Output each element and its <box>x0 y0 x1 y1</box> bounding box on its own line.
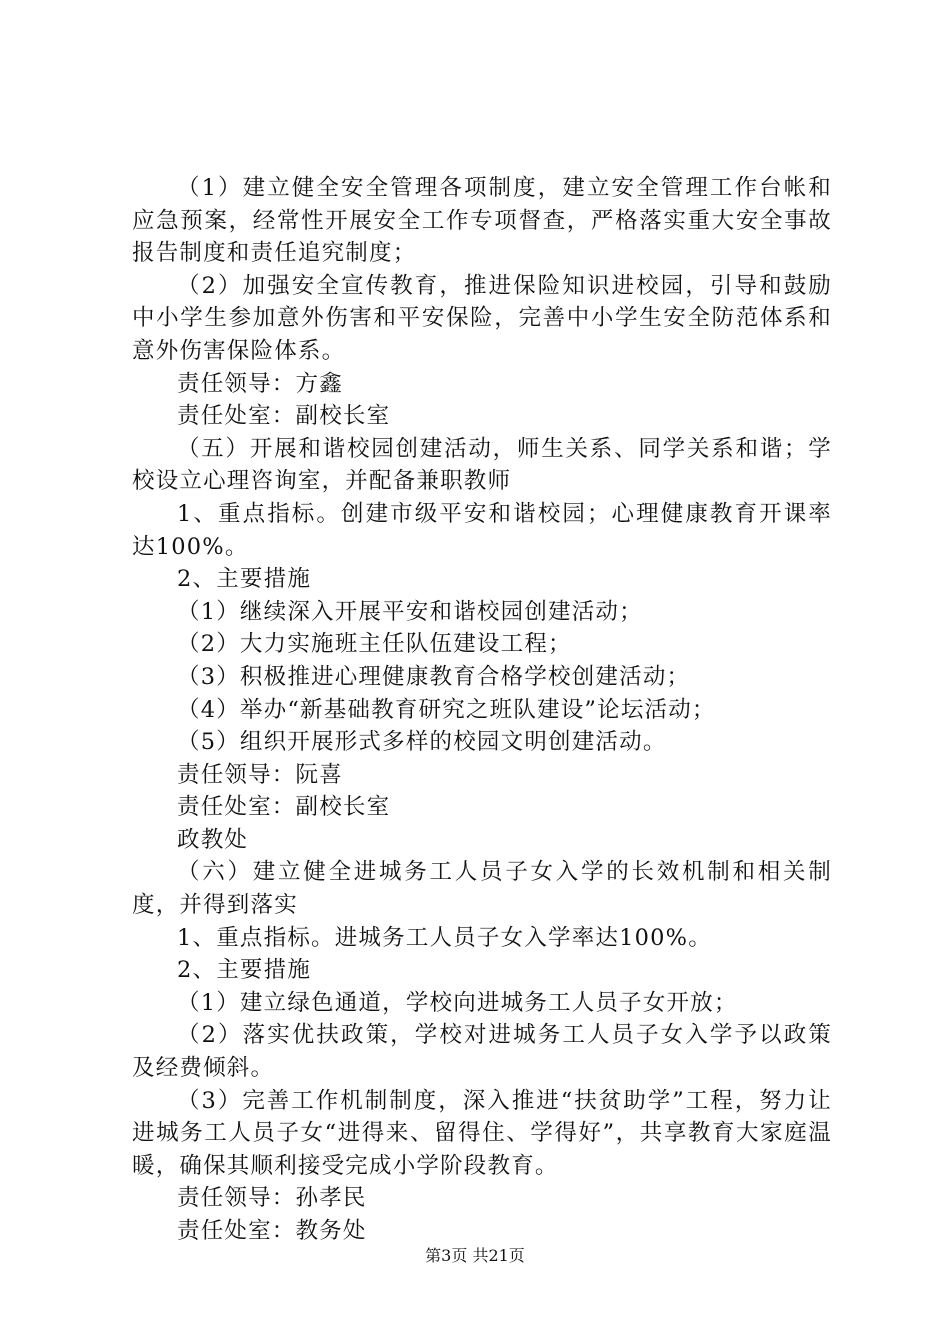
paragraph: （4）举办“新基础教育研究之班队建设”论坛活动； <box>177 696 716 723</box>
paragraph: 2、主要措施 <box>177 566 312 593</box>
paragraph: （2）加强安全宣传教育，推进保险知识进校园，引导和鼓励中小学生参加意外伤害和平安保险，完善中小学生安全防范体系和意外伤害保险体系。 <box>132 272 832 364</box>
paragraph: （3）完善工作机制制度，深入推进“扶贫助学”工程，努力让进城务工人员子女“进得来、留得住、学得好”，共享教育大家庭温暖，确保其顺利接受完成小学阶段教育。 <box>132 1087 832 1179</box>
paragraph: （六）建立健全进城务工人员子女入学的长效机制和相关制度，并得到落实 <box>132 859 832 919</box>
paragraph: 1、重点指标。进城务工人员子女入学率达100%。 <box>177 924 712 951</box>
paragraph: （1）建立绿色通道，学校向进城务工人员子女开放； <box>177 989 738 1016</box>
document-body <box>132 172 832 1248</box>
paragraph: （2）大力实施班主任队伍建设工程； <box>177 631 572 658</box>
paragraph: 政教处 <box>177 826 249 853</box>
paragraph: 责任处室：教务处 <box>177 1218 367 1244</box>
paragraph: 责任领导：方鑫 <box>177 370 343 397</box>
page-number: 第3页 共21页 <box>425 1246 525 1265</box>
paragraph: 责任处室：副校长室 <box>177 794 391 821</box>
paragraph: 责任领导：孙孝民 <box>177 1185 367 1212</box>
paragraph: （五）开展和谐校园创建活动，师生关系、同学关系和谐；学校设立心理咨询室，并配备兼职教师 <box>132 435 832 495</box>
paragraph: （1）建立健全安全管理各项制度，建立安全管理工作台帐和应急预案，经常性开展安全工作专项督查，严格落实重大安全事故报告制度和责任追究制度； <box>132 175 832 267</box>
paragraph: （3）积极推进心理健康教育合格学校创建活动； <box>177 663 691 690</box>
paragraph: （1）继续深入开展平安和谐校园创建活动； <box>177 598 643 625</box>
paragraph: 2、主要措施 <box>177 957 312 984</box>
paragraph: （2）落实优扶政策，学校对进城务工人员子女入学予以政策及经费倾斜。 <box>132 1022 832 1082</box>
paragraph: 责任领导：阮喜 <box>177 761 343 788</box>
paragraph: 责任处室：副校长室 <box>177 403 391 430</box>
paragraph: 1、重点指标。创建市级平安和谐校园；心理健康教育开课率达100%。 <box>132 500 832 560</box>
paragraph: （5）组织开展形式多样的校园文明创建活动。 <box>177 729 667 756</box>
